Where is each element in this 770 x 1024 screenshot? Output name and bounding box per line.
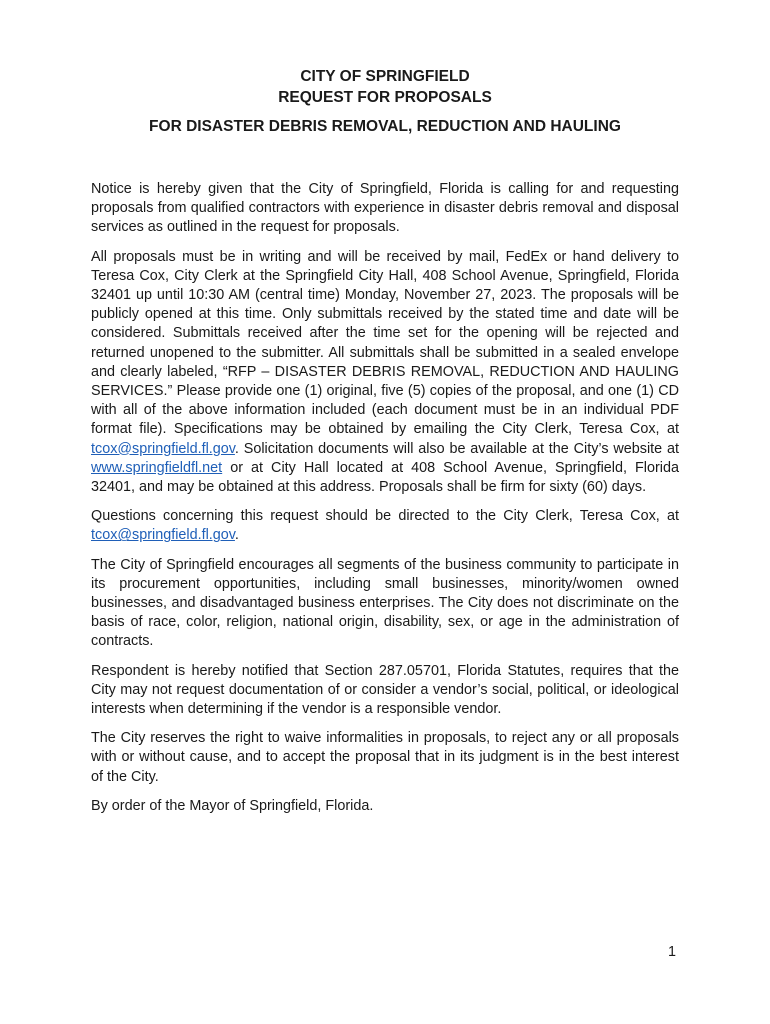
reserves-paragraph: The City reserves the right to waive informalities in proposals, to reject any or all proposals with or without cause, and to accept the proposal that in its judgment is in the best interest of the City.: [91, 730, 679, 785]
title-city: CITY OF SPRINGFIELD: [300, 68, 470, 85]
title-subject: FOR DISASTER DEBRIS REMOVAL, REDUCTION AND HAULING: [149, 118, 621, 135]
city-website-link[interactable]: www.springfieldfl.net: [91, 459, 223, 476]
questions-text-b: .: [234, 527, 239, 544]
encourage-paragraph: The City of Springfield encourages all segments of the business community to participate in its procurement opportunities, including small businesses, minority/women owned businesses, and disadvantaged business enterprises. The City does not discriminate on the basis of race, color, religion, national origin, disability, sex, or age in the administration of contracts.: [91, 556, 679, 650]
questions-email-link[interactable]: tcox@springfield.fl.gov: [91, 527, 235, 544]
page-number: 1: [668, 944, 677, 960]
clerk-email-link[interactable]: tcox@springfield.fl.gov: [91, 440, 235, 457]
submission-text-a: All proposals must be in writing and will be received by mail, FedEx or hand delivery to Teresa Cox, City Clerk at the Springfield City Hall, 408 School Avenue, Springfield, Florida 32401 up until 10:30 AM (central time) Monday, November 27, 2023. The proposals will be publicly opened at this time. Only submittals received by the stated time and date will be considered. Submittals received after the time set for the opening will be rejected and returned unopened to the submitter. All submittals shall be submitted in a sealed envelope and clearly labeled, “RFP – DISASTER DEBRIS REMOVAL, REDUCTION AND HAULING SERVICES.” Please provide one (1) original, five (5) copies of the proposal, and one (1) CD with all of the above information included (each document must be in an individual PDF format file). Specifications may be obtained by emailing the City Clerk, Teresa Cox, at: [91, 248, 679, 438]
title-rfp: REQUEST FOR PROPOSALS: [278, 89, 492, 106]
questions-text-a: Questions concerning this request should be directed to the City Clerk, Teresa Cox, at: [91, 508, 679, 525]
statute-paragraph: Respondent is hereby notified that Section 287.05701, Florida Statutes, requires that the City may not request documentation of or consider a vendor’s social, political, or ideological interests when determining if the vendor is a responsible vendor.: [91, 662, 679, 718]
questions-paragraph: [91, 507, 679, 545]
order-paragraph: By order of the Mayor of Springfield, Florida.: [91, 797, 374, 814]
submission-paragraph: [91, 248, 679, 498]
document-body: [91, 180, 679, 826]
submission-text-b: . Solicitation documents will also be available at the City’s website at: [234, 440, 679, 457]
notice-paragraph: Notice is hereby given that the City of Springfield, Florida is calling for and requesting proposals from qualified contractors with experience in disaster debris removal and disposal services as outlined in the request for proposals.: [91, 181, 679, 236]
submission-text-c: or at City Hall located at 408 School Avenue, Springfield, Florida 32401, and may be obtained at this address. Proposals shall be firm for sixty (60) days.: [91, 459, 679, 496]
